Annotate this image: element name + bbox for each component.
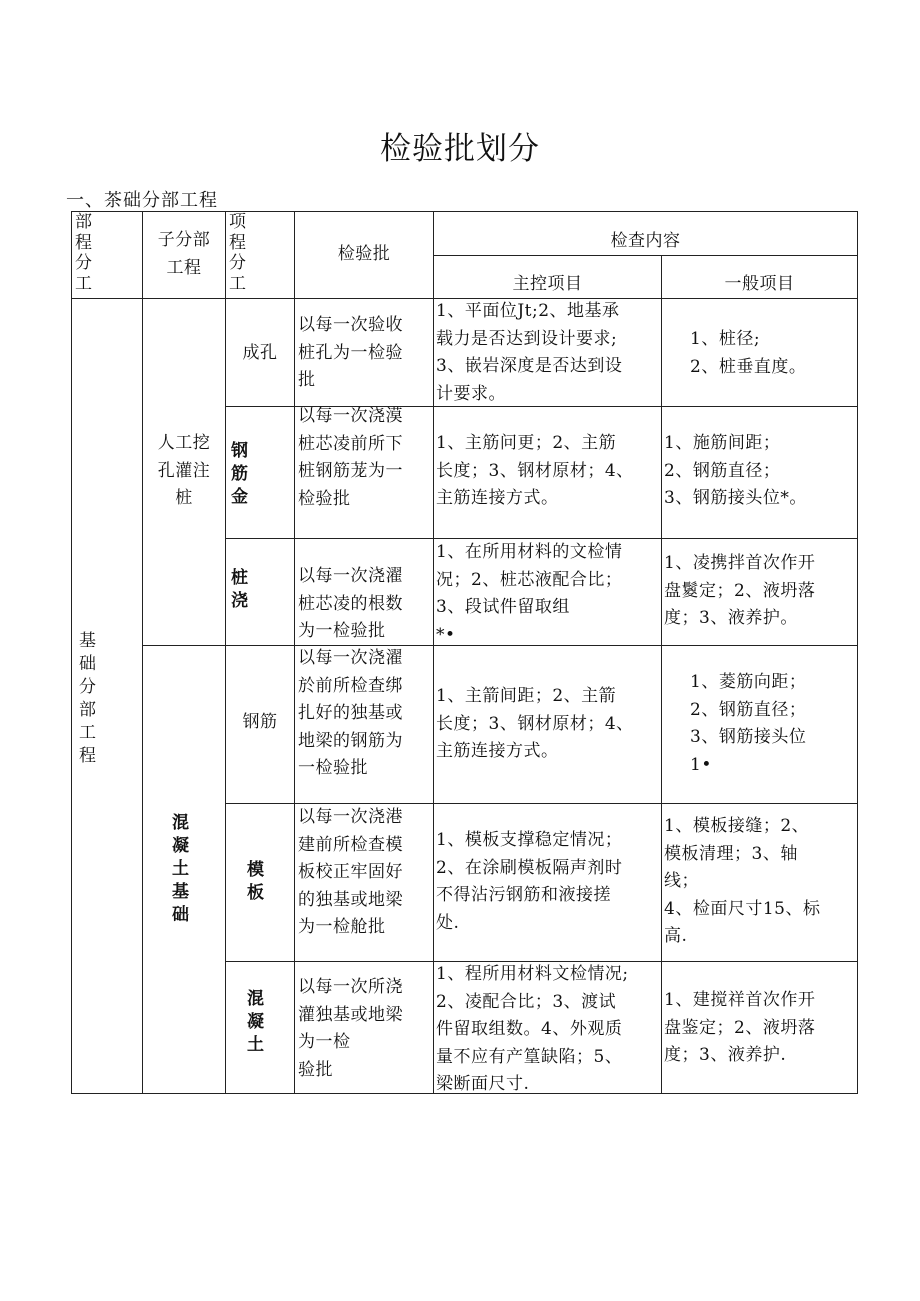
table-border-left xyxy=(71,211,72,1094)
item-name: 成孔 xyxy=(242,343,278,363)
header-batch: 检验批 xyxy=(337,244,391,264)
section-heading: 一、茶础分部工程 xyxy=(66,190,218,211)
subdivision-name: 混 凝 土基 础 xyxy=(172,813,190,925)
general-items: 1、建搅祥首次作开 盘鉴定；2、液坍落 度；3、液养护. xyxy=(664,990,816,1065)
header-division: 部 程 分 工 xyxy=(75,212,93,294)
item-name: 模 板 xyxy=(247,860,265,903)
main-control: 1、平面位Jt;2、地基承 载力是否达到设计要求; 3、嵌岩深度是否达到设 计要求。 xyxy=(436,301,623,404)
general-items: 1、凌携拌首次作开 盘鬉定；2、液坍落 度；3、液养护。 xyxy=(664,553,816,628)
division-name: 基 础 分 部 工 程 xyxy=(79,631,97,766)
batch-desc: 以每一次浇漠 桩芯凌前所下 桩钢筋茏为一 检验批 xyxy=(298,406,403,509)
table-rule xyxy=(433,211,434,1094)
batch-desc: 以每一次浇港 建前所检查模 板校正牢固好 的独基或地梁 为一检舱批 xyxy=(298,807,403,937)
table-rule xyxy=(661,255,662,1094)
header-main: 主控项目 xyxy=(512,274,583,294)
batch-desc: 以每一次所浇 灌独基或地梁 为一检 验批 xyxy=(298,977,403,1080)
header-subdivision: 子分部 工程 xyxy=(157,230,211,278)
header-general: 一般项目 xyxy=(724,274,795,294)
table-border-top xyxy=(71,211,858,212)
batch-desc: 以每一次浇濯 於前所检查绑 扎好的独基或 地梁的钢筋为 一检验批 xyxy=(298,648,403,778)
subdivision-name: 人工挖 孔灌注 桩 xyxy=(157,433,211,508)
general-items: 1、菱筋向距； 2、钢筋直径； 3、钢筋接头位 1• xyxy=(690,672,807,775)
page-title: 检验批划分 xyxy=(380,131,540,167)
table-border-right xyxy=(857,211,858,1094)
general-items: 1、模板接缝；2、 模板清理；3、轴 线； 4、检面尺寸15、标 高. xyxy=(664,816,821,946)
table-rule xyxy=(142,211,143,1094)
item-name: 钢筋 xyxy=(242,712,278,732)
batch-desc: 以每一次浇濯 桩芯凌的根数 为一检验批 xyxy=(298,566,403,641)
general-items: 1、施筋间距； 2、钢筋直径； 3、钢筋接头位*。 xyxy=(664,433,807,508)
main-control: 1、模板支撑稳定情况； 2、在涂刷模板隔声剂时 不得沾污钢筋和液接搓 处. xyxy=(436,830,623,933)
general-items: 1、桩径; 2、桩垂直度。 xyxy=(690,329,807,377)
main-control: 1、主箭间距；2、主箭 长度；3、钢材原材；4、 主筋连接方式。 xyxy=(436,686,634,761)
item-name: 混 凝 土 xyxy=(247,989,265,1055)
batch-desc: 以每一次验收 桩孔为一检验 批 xyxy=(298,315,403,390)
main-control: 1、在所用材料的文检情 况；2、桩芯液配合比； 3、段试件留取组 *• xyxy=(436,542,623,645)
table-rule xyxy=(294,211,295,1094)
item-name: 钢 筋 金 xyxy=(231,441,249,507)
header-content: 检查内容 xyxy=(610,231,681,251)
header-item: 项 程 分 工 xyxy=(229,212,247,294)
item-name: 桩 浇 xyxy=(231,568,249,611)
main-control: 1、程所用材料文检情况; 2、凌配合比；3、渡试 件留取组数。4、外观质 量不应有产篁缺陷；5、 梁断面尺寸. xyxy=(436,964,629,1094)
main-control: 1、主筋问更；2、主筋 长度；3、钢材原材；4、 主筋连接方式。 xyxy=(436,433,634,508)
